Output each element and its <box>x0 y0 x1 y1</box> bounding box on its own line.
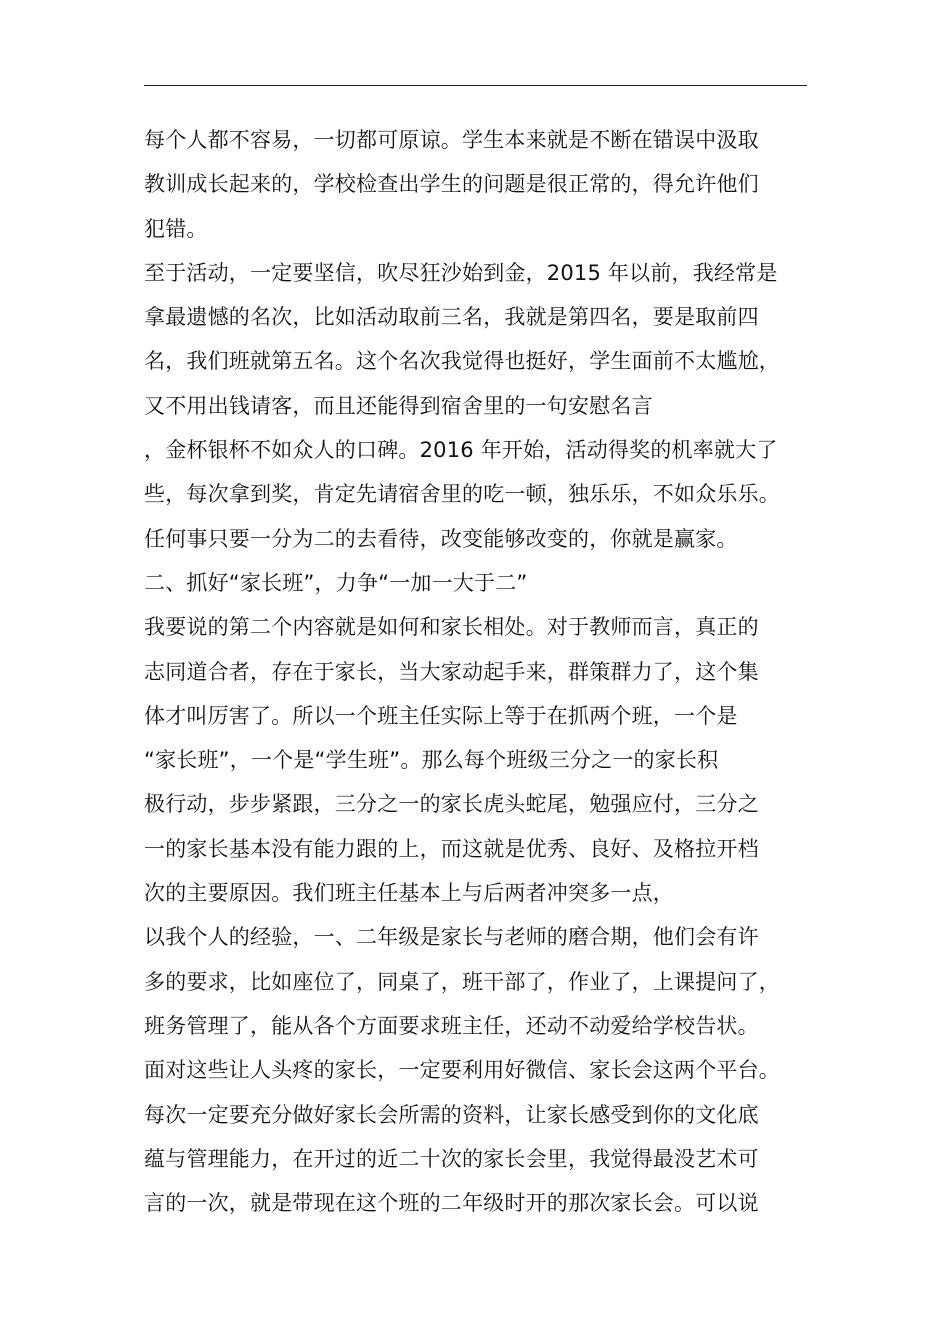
text-line: 教训成长起来的，学校检查出学生的问题是很正常的，得允许他们 <box>144 172 759 197</box>
text-line: 班务管理了，能从各个方面要求班主任，还动不动爱给学校告状。 <box>144 1013 759 1038</box>
text-line: 体才叫厉害了。所以一个班主任实际上等于在抓两个班，一个是 <box>144 703 738 728</box>
text-line: 些，每次拿到奖，肯定先请宿舍里的吃一顿，独乐乐，不如众乐乐。 <box>144 482 780 507</box>
text-line: 次的主要原因。我们班主任基本上与后两者冲突多一点， <box>144 881 674 906</box>
text-line: 拿最遗憾的名次，比如活动取前三名，我就是第四名，要是取前四 <box>144 305 759 330</box>
text-line: ，金杯银杯不如众人的口碑。2016 年开始，活动得奖的机率就大了 <box>144 438 778 463</box>
text-line: 多的要求，比如座位了，同桌了，班干部了，作业了，上课提问了， <box>144 969 780 994</box>
text-line: 以我个人的经验，一、二年级是家长与老师的磨合期，他们会有许 <box>144 925 759 950</box>
text-line: 一的家长基本没有能力跟的上，而这就是优秀、良好、及格拉开档 <box>144 836 759 861</box>
text-line: 我要说的第二个内容就是如何和家长相处。对于教师而言，真正的 <box>144 615 759 640</box>
text-line: 每个人都不容易，一切都可原谅。学生本来就是不断在错误中汲取 <box>144 128 759 152</box>
header-rule <box>144 85 807 86</box>
text-line: 犯错。 <box>144 216 208 241</box>
section-heading: 二、抓好“家长班”，力争“一加一大于二” <box>144 570 528 595</box>
text-line: 极行动，步步紧跟，三分之一的家长虎头蛇尾，勉强应付，三分之 <box>144 792 759 817</box>
text-line: 志同道合者，存在于家长，当大家动起手来，群策群力了，这个集 <box>144 659 759 684</box>
text-line: 每次一定要充分做好家长会所需的资料，让家长感受到你的文化底 <box>144 1102 759 1127</box>
text-line: 至于活动，一定要坚信，吹尽狂沙始到金，2015 年以前，我经常是 <box>144 260 778 285</box>
text-line: 言的一次，就是带现在这个班的二年级时开的那次家长会。可以说 <box>144 1191 759 1216</box>
text-line: 名，我们班就第五名。这个名次我觉得也挺好，学生面前不太尴尬， <box>144 349 780 374</box>
text-line: 又不用出钱请客，而且还能得到宿舍里的一句安慰名言 <box>144 393 653 418</box>
text-line: “家长班”，一个是“学生班”。那么每个班级三分之一的家长积 <box>144 748 719 773</box>
text-line: 面对这些让人头疼的家长，一定要利用好微信、家长会这两个平台。 <box>144 1058 780 1083</box>
text-line: 蕴与管理能力，在开过的近二十次的家长会里，我觉得最没艺术可 <box>144 1146 759 1171</box>
body-text <box>144 118 824 1225</box>
text-line: 任何事只要一分为二的去看待，改变能够改变的，你就是赢家。 <box>144 526 738 551</box>
